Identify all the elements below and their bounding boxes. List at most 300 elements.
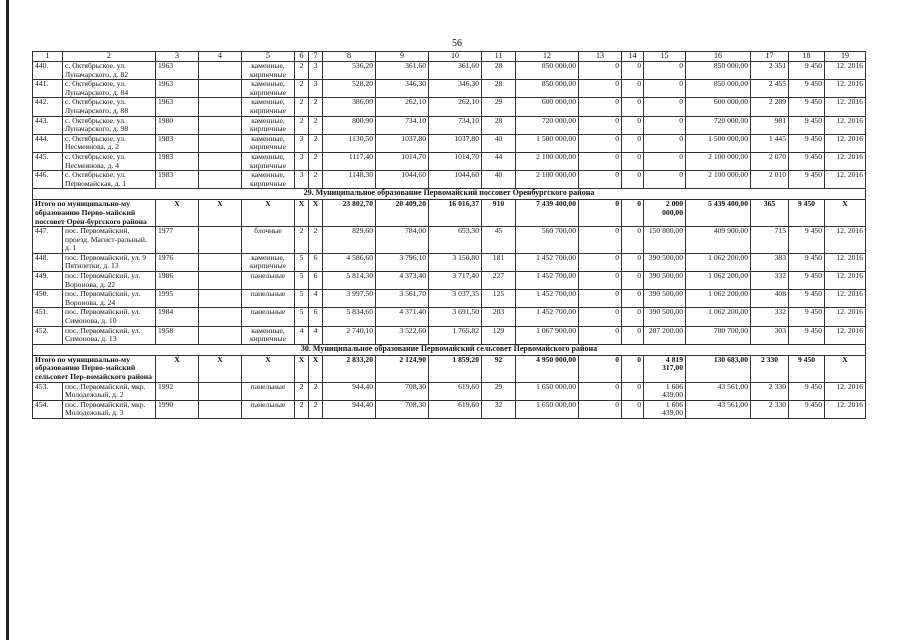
table-cell: 9 450 — [789, 134, 825, 152]
table-cell: 346,30 — [376, 80, 429, 98]
table-cell: 332 — [751, 272, 789, 290]
table-cell: 9 450 — [789, 98, 825, 116]
table-cell — [199, 98, 242, 116]
table-cell: 2 — [309, 227, 323, 254]
table-cell: 3 — [295, 171, 309, 189]
table-cell: 0 — [644, 98, 686, 116]
table-cell: 1 765,82 — [429, 326, 482, 344]
table-cell: 784,00 — [376, 227, 429, 254]
table-cell: 3 522,60 — [376, 326, 429, 344]
table-cell: 0 — [579, 80, 622, 98]
total-cell: X — [199, 355, 242, 382]
table-cell: 9 450 — [789, 326, 825, 344]
table-cell: 715 — [751, 227, 789, 254]
table-cell: 2 289 — [751, 98, 789, 116]
table-cell: 262,10 — [376, 98, 429, 116]
table-cell: 9 450 — [789, 227, 825, 254]
table-cell: 708,30 — [376, 382, 429, 400]
table-cell: 0 — [622, 171, 644, 189]
table-cell: 346,30 — [429, 80, 482, 98]
table-cell: 2 100 000,00 — [516, 152, 579, 170]
table-cell: 5 814,30 — [323, 272, 376, 290]
column-header: 17 — [751, 52, 789, 62]
total-cell: 0 — [622, 200, 644, 227]
table-cell: 0 — [622, 134, 644, 152]
table-cell: 1 452 700,00 — [516, 272, 579, 290]
table-cell: панельные — [242, 400, 295, 418]
total-cell: 9 450 — [789, 200, 825, 227]
table-cell: 129 — [482, 326, 516, 344]
table-cell: 600 000,00 — [686, 98, 751, 116]
table-cell: 708,30 — [376, 400, 429, 418]
total-cell: 0 — [579, 200, 622, 227]
table-cell: с. Октябрьское, ул. Луначарского, д. 88 — [63, 98, 156, 116]
table-cell: 0 — [644, 171, 686, 189]
table-cell: панельные — [242, 308, 295, 326]
table-cell: 1 650 000,00 — [516, 382, 579, 400]
table-cell: 1 606 439,00 — [644, 382, 686, 400]
table-cell: 734,10 — [429, 116, 482, 134]
table-cell: 1 500 000,00 — [516, 134, 579, 152]
table-cell: 2 — [309, 171, 323, 189]
table-cell: 203 — [482, 308, 516, 326]
page-number: 56 — [452, 38, 462, 49]
table-cell: 6 — [309, 272, 323, 290]
table-cell: 5 — [295, 272, 309, 290]
page-binding-edge — [6, 0, 9, 640]
municipality-total-row — [33, 355, 866, 382]
table-row — [33, 134, 866, 152]
table-cell: 0 — [644, 116, 686, 134]
table-cell: 2 — [309, 152, 323, 170]
table-row — [33, 400, 866, 418]
table-cell: 4 586,60 — [323, 253, 376, 271]
table-cell: 28 — [482, 80, 516, 98]
table-cell: 1148,30 — [323, 171, 376, 189]
column-header: 14 — [622, 52, 644, 62]
table-cell: 9 450 — [789, 62, 825, 80]
table-cell: 653,30 — [429, 227, 482, 254]
table-cell: 528,20 — [323, 80, 376, 98]
table-cell — [199, 171, 242, 189]
table-cell: 0 — [622, 272, 644, 290]
table-cell: 332 — [751, 308, 789, 326]
table-cell: 3 691,50 — [429, 308, 482, 326]
table-cell: 1044,60 — [376, 171, 429, 189]
table-cell: 2 100 000,00 — [686, 152, 751, 170]
table-cell — [199, 400, 242, 418]
table-cell: 2 330 — [751, 400, 789, 418]
table-cell: 1992 — [156, 382, 199, 400]
table-cell: 12. 2016 — [825, 171, 866, 189]
column-header: 7 — [309, 52, 323, 62]
table-cell: 9 450 — [789, 253, 825, 271]
table-cell: пос. Первомайский, ул. Воронова, д. 24 — [63, 290, 156, 308]
table-cell: 4 371,40 — [376, 308, 429, 326]
total-cell: 20 409,20 — [376, 200, 429, 227]
table-cell: 1995 — [156, 290, 199, 308]
table-cell: 1130,50 — [323, 134, 376, 152]
table-cell: 2 330 — [751, 382, 789, 400]
table-cell: 1 062 200,00 — [686, 308, 751, 326]
table-cell: 443. — [33, 116, 63, 134]
housing-register-table — [32, 51, 866, 419]
table-cell — [199, 253, 242, 271]
table-cell: каменные, кирпичные — [242, 116, 295, 134]
table-cell — [199, 116, 242, 134]
table-cell: 12. 2016 — [825, 400, 866, 418]
table-cell: 1958 — [156, 326, 199, 344]
table-cell: 944,40 — [323, 382, 376, 400]
table-cell — [199, 62, 242, 80]
table-cell: 12. 2016 — [825, 227, 866, 254]
column-header: 4 — [199, 52, 242, 62]
table-cell: 1037,80 — [429, 134, 482, 152]
table-cell: 454. — [33, 400, 63, 418]
table-cell: 3 150,80 — [429, 253, 482, 271]
table-cell: 0 — [579, 382, 622, 400]
table-cell: 1990 — [156, 400, 199, 418]
table-cell: 12. 2016 — [825, 134, 866, 152]
table-cell: 536,20 — [323, 62, 376, 80]
total-cell: 16 016,37 — [429, 200, 482, 227]
table-cell: 2 — [295, 98, 309, 116]
table-cell: 12. 2016 — [825, 382, 866, 400]
table-cell: с. Октябрьское, ул. Луначарского, д. 84 — [63, 80, 156, 98]
total-label: Итого по муниципально-му образованию Перво-майский поссовет Орен-бургского района — [33, 200, 156, 227]
table-cell: 390 500,00 — [644, 272, 686, 290]
column-header: 6 — [295, 52, 309, 62]
table-cell: 0 — [579, 227, 622, 254]
table-cell: 1037,80 — [376, 134, 429, 152]
table-cell: 734,10 — [376, 116, 429, 134]
table-cell: 450. — [33, 290, 63, 308]
table-cell: 5 834,60 — [323, 308, 376, 326]
table-cell: каменные, кирпичные — [242, 80, 295, 98]
table-cell: 3 561,70 — [376, 290, 429, 308]
table-cell: 0 — [622, 308, 644, 326]
municipality-total-row — [33, 200, 866, 227]
table-cell: 1 062 200,00 — [686, 272, 751, 290]
total-cell: 2 000 000,00 — [644, 200, 686, 227]
total-cell: 4 950 000,00 — [516, 355, 579, 382]
table-cell: 445. — [33, 152, 63, 170]
table-cell: 0 — [579, 253, 622, 271]
table-cell: 2 — [295, 80, 309, 98]
table-cell: 1 067 900,00 — [516, 326, 579, 344]
table-cell: 12. 2016 — [825, 326, 866, 344]
section-heading: 29. Муниципальное образование Первомайский поссовет Оренбургского района — [33, 189, 866, 200]
table-row — [33, 227, 866, 254]
table-cell: 390 500,00 — [644, 308, 686, 326]
table-cell: 2 — [295, 382, 309, 400]
table-cell: 9 450 — [789, 382, 825, 400]
table-cell: 829,60 — [323, 227, 376, 254]
table-cell: блочные — [242, 227, 295, 254]
table-cell: 3 796,10 — [376, 253, 429, 271]
table-cell: 0 — [579, 98, 622, 116]
table-cell: 850 000,00 — [686, 62, 751, 80]
table-cell — [199, 152, 242, 170]
table-cell: 449. — [33, 272, 63, 290]
table-cell — [199, 326, 242, 344]
total-cell: X — [156, 200, 199, 227]
total-cell: 7 439 400,00 — [516, 200, 579, 227]
table-cell: 560 700,00 — [516, 227, 579, 254]
table-cell: 453. — [33, 382, 63, 400]
total-cell: X — [199, 200, 242, 227]
column-header: 2 — [63, 52, 156, 62]
table-cell: 1 606 439,00 — [644, 400, 686, 418]
total-cell: 92 — [482, 355, 516, 382]
table-cell: 12. 2016 — [825, 98, 866, 116]
total-cell: X — [309, 355, 323, 382]
table-cell: пос. Первомайский, мкр. Молодежный, д. 3 — [63, 400, 156, 418]
table-row — [33, 116, 866, 134]
table-cell: 12. 2016 — [825, 290, 866, 308]
total-cell: 0 — [579, 355, 622, 382]
column-header: 10 — [429, 52, 482, 62]
column-header: 5 — [242, 52, 295, 62]
table-cell: 1044,60 — [429, 171, 482, 189]
table-cell: 850 000,00 — [686, 80, 751, 98]
table-cell — [199, 308, 242, 326]
table-cell: 28 — [482, 116, 516, 134]
total-cell: X — [825, 200, 866, 227]
table-cell: 0 — [579, 308, 622, 326]
table-cell: 1 062 200,00 — [686, 290, 751, 308]
table-cell: 386,00 — [323, 98, 376, 116]
table-cell: 0 — [579, 290, 622, 308]
table-cell: 1 445 — [751, 134, 789, 152]
table-cell: 1117,40 — [323, 152, 376, 170]
table-cell: 227 — [482, 272, 516, 290]
table-cell: 2 — [309, 382, 323, 400]
section-heading-row — [33, 189, 866, 200]
table-cell: 0 — [579, 62, 622, 80]
table-cell: каменные, кирпичные — [242, 152, 295, 170]
table-row — [33, 382, 866, 400]
table-cell: 9 450 — [789, 171, 825, 189]
table-row — [33, 171, 866, 189]
table-cell: 409 900,00 — [686, 227, 751, 254]
table-cell: 9 450 — [789, 308, 825, 326]
table-cell: 2 — [295, 227, 309, 254]
total-cell: 9 450 — [789, 355, 825, 382]
table-cell: 9 450 — [789, 290, 825, 308]
total-cell: X — [295, 355, 309, 382]
table-cell: пос. Первомайский, проезд. Магист-ральный, д. 1 — [63, 227, 156, 254]
section-heading: 30. Муниципальное образование Первомайский сельсовет Первомайского района — [33, 344, 866, 355]
table-cell: 0 — [622, 152, 644, 170]
table-cell: 150 800,00 — [644, 227, 686, 254]
total-cell: X — [242, 200, 295, 227]
table-cell: 0 — [622, 400, 644, 418]
table-row — [33, 326, 866, 344]
table-cell: 361,60 — [429, 62, 482, 80]
table-cell: 0 — [622, 62, 644, 80]
table-row — [33, 308, 866, 326]
column-header: 11 — [482, 52, 516, 62]
total-cell: 130 683,00 — [686, 355, 751, 382]
table-cell: 0 — [579, 171, 622, 189]
table-row — [33, 272, 866, 290]
table-cell: 2 070 — [751, 152, 789, 170]
table-cell: каменные, кирпичные — [242, 253, 295, 271]
table-cell — [199, 227, 242, 254]
table-row — [33, 98, 866, 116]
table-cell: 448. — [33, 253, 63, 271]
table-cell: 3 — [295, 152, 309, 170]
table-cell: 4 — [295, 326, 309, 344]
table-cell: 2 010 — [751, 171, 789, 189]
table-cell: 262,10 — [429, 98, 482, 116]
table-cell: 619,60 — [429, 382, 482, 400]
total-cell: 2 330 — [751, 355, 789, 382]
table-cell: 0 — [622, 80, 644, 98]
total-cell: X — [295, 200, 309, 227]
table-cell: 0 — [644, 80, 686, 98]
total-cell: 1 859,20 — [429, 355, 482, 382]
table-cell: 1 452 700,00 — [516, 290, 579, 308]
table-cell: 0 — [644, 134, 686, 152]
table-cell — [199, 80, 242, 98]
table-cell: 2 — [309, 400, 323, 418]
total-cell: 23 802,70 — [323, 200, 376, 227]
table-cell: 0 — [644, 152, 686, 170]
table-cell: 5 — [295, 290, 309, 308]
table-cell: 944,40 — [323, 400, 376, 418]
table-cell: 5 — [295, 253, 309, 271]
table-cell: 2 — [295, 116, 309, 134]
table-cell: с. Октябрьское, ул. Несмеянова, д. 4 — [63, 152, 156, 170]
table-cell: 1963 — [156, 98, 199, 116]
table-cell: 441. — [33, 80, 63, 98]
column-header: 3 — [156, 52, 199, 62]
column-header-row — [33, 52, 866, 62]
table-cell: 12. 2016 — [825, 152, 866, 170]
table-cell: 12. 2016 — [825, 116, 866, 134]
table-cell — [199, 290, 242, 308]
table-cell: 0 — [622, 382, 644, 400]
table-cell: 1983 — [156, 171, 199, 189]
column-header: 8 — [323, 52, 376, 62]
table-cell: 303 — [751, 326, 789, 344]
total-cell: X — [825, 355, 866, 382]
table-cell: 3 — [295, 134, 309, 152]
table-cell: каменные, кирпичные — [242, 98, 295, 116]
table-cell: 9 450 — [789, 80, 825, 98]
table-row — [33, 152, 866, 170]
table-cell: 4 — [309, 326, 323, 344]
table-cell: 451. — [33, 308, 63, 326]
table-cell: пос. Первомайский, ул. Симонова, д. 13 — [63, 326, 156, 344]
table-row — [33, 290, 866, 308]
table-cell: 390 500,00 — [644, 290, 686, 308]
table-cell: 29 — [482, 98, 516, 116]
table-cell: 2 100 000,00 — [686, 171, 751, 189]
table-cell: 1963 — [156, 80, 199, 98]
table-cell: 2 — [295, 400, 309, 418]
table-cell: 780 700,00 — [686, 326, 751, 344]
table-cell: 32 — [482, 400, 516, 418]
table-cell: 5 — [295, 308, 309, 326]
column-header: 9 — [376, 52, 429, 62]
table-cell: с. Октябрьское, ул. Луначарского, д. 98 — [63, 116, 156, 134]
table-cell: 440. — [33, 62, 63, 80]
total-cell: 5 439 400,00 — [686, 200, 751, 227]
total-cell: 910 — [482, 200, 516, 227]
table-row — [33, 253, 866, 271]
table-cell: 0 — [644, 62, 686, 80]
table-cell: 3 997,50 — [323, 290, 376, 308]
table-cell: 2 100 000,00 — [516, 171, 579, 189]
table-cell: 12. 2016 — [825, 308, 866, 326]
table-cell: 2 455 — [751, 80, 789, 98]
table-cell: 1014,70 — [429, 152, 482, 170]
total-cell: 2 833,20 — [323, 355, 376, 382]
table-cell: 9 450 — [789, 272, 825, 290]
table-cell: 29 — [482, 382, 516, 400]
table-cell — [199, 134, 242, 152]
table-cell: 125 — [482, 290, 516, 308]
table-cell: 44 — [482, 152, 516, 170]
table-cell: 619,60 — [429, 400, 482, 418]
table-cell: 446. — [33, 171, 63, 189]
table-cell: 1977 — [156, 227, 199, 254]
column-header: 12 — [516, 52, 579, 62]
table-cell: 0 — [622, 290, 644, 308]
column-header: 15 — [644, 52, 686, 62]
table-cell: 4 — [309, 290, 323, 308]
table-cell: 12. 2016 — [825, 80, 866, 98]
table-cell: 9 450 — [789, 152, 825, 170]
table-cell: 1983 — [156, 134, 199, 152]
table-cell: 2 740,10 — [323, 326, 376, 344]
column-header: 19 — [825, 52, 866, 62]
table-cell: 1983 — [156, 152, 199, 170]
table-cell: 0 — [579, 326, 622, 344]
table-cell: с. Октябрьское, ул. Несмеянова, д. 2 — [63, 134, 156, 152]
table-cell — [199, 272, 242, 290]
table-cell: пос. Первомайский, ул. Симонова, д. 10 — [63, 308, 156, 326]
table-cell: каменные, кирпичные — [242, 326, 295, 344]
table-cell: 2 — [309, 116, 323, 134]
table-cell: 442. — [33, 98, 63, 116]
table-cell: 1014,70 — [376, 152, 429, 170]
table-cell: 0 — [579, 116, 622, 134]
table-cell: 0 — [622, 227, 644, 254]
table-cell: 0 — [622, 326, 644, 344]
total-cell: X — [242, 355, 295, 382]
table-cell: 3 717,40 — [429, 272, 482, 290]
total-cell: 0 — [622, 355, 644, 382]
table-cell: 1980 — [156, 116, 199, 134]
total-cell: 2 124,90 — [376, 355, 429, 382]
table-cell: 0 — [579, 272, 622, 290]
table-cell: 0 — [579, 134, 622, 152]
table-cell: 12. 2016 — [825, 62, 866, 80]
table-cell: 447. — [33, 227, 63, 254]
table-cell: панельные — [242, 382, 295, 400]
table-cell: с. Октябрьское, ул. Первомайская, д. 1 — [63, 171, 156, 189]
table-cell: 9 450 — [789, 400, 825, 418]
total-cell: 365 — [751, 200, 789, 227]
table-cell: 43 561,00 — [686, 400, 751, 418]
total-cell: X — [156, 355, 199, 382]
table-cell: панельные — [242, 272, 295, 290]
table-cell: 1 062 200,00 — [686, 253, 751, 271]
